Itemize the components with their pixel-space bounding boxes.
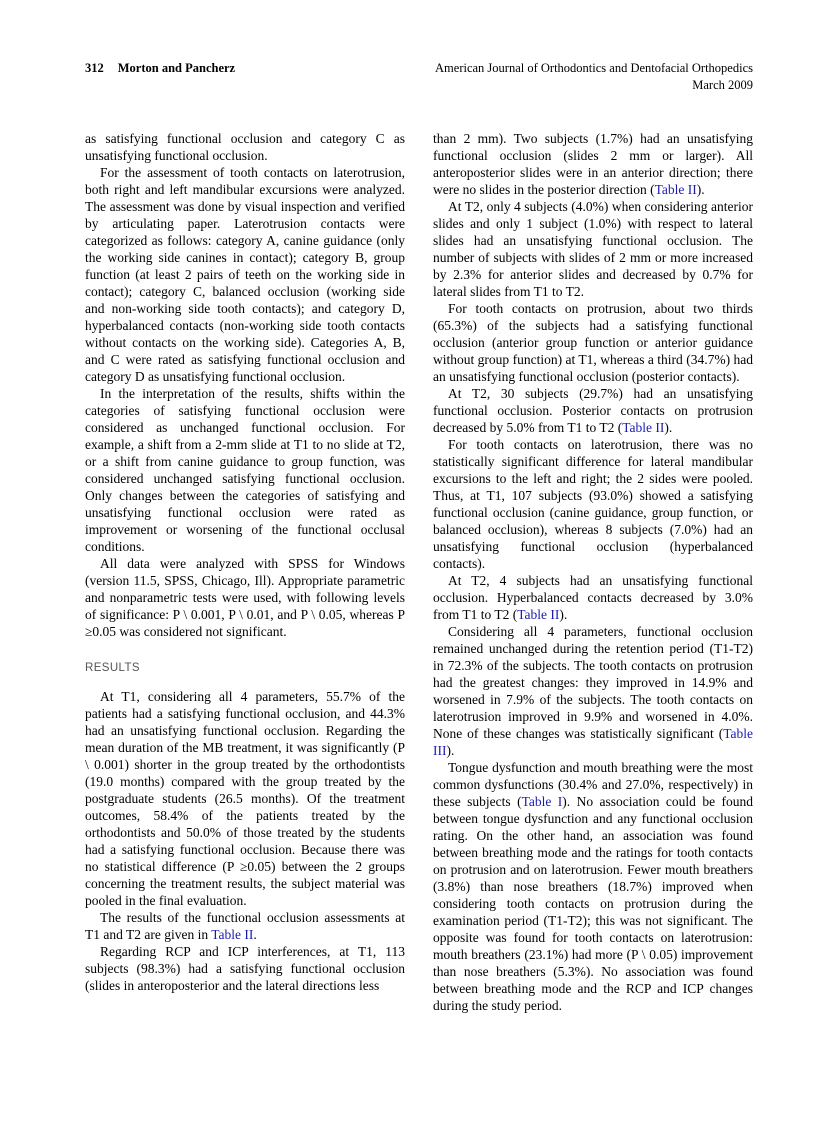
table-ii-link[interactable]: Table II bbox=[517, 606, 560, 622]
text-segment: . bbox=[253, 926, 257, 942]
text-segment: For tooth contacts on laterotrusion, there was no statistically significant difference for lateral mandibular excursions to the left and right; the 2 sides were pooled. Thus, at T1, 107 subjects (93.0%) showed a satisfying functional occlusion (canine guidance, group function, or balanced occlusion), whereas 8 subjects (7.0%) had an unsatisfying functional occlusion (hyperbalanced contacts). bbox=[433, 436, 753, 571]
left-column bbox=[85, 130, 405, 1014]
text-segment: For tooth contacts on protrusion, about two thirds (65.3%) of the subjects had a satisfying functional occlusion (anterior group function or anterior guidance without group function) at T1, whereas a third (34.7%) had an unsatisfying functional occlusion (posterior contacts). bbox=[433, 300, 753, 384]
journal-name: American Journal of Orthodontics and Dentofacial Orthopedics bbox=[435, 61, 753, 75]
paragraph bbox=[85, 909, 405, 943]
text-segment: ). bbox=[446, 742, 455, 758]
text-segment: For the assessment of tooth contacts on laterotrusion, both right and left mandibular excursions were analyzed. The assessment was done by visual inspection and verified by articulating paper. Laterotrusion contacts were categorized as follows: category A, canine guidance (only the working side canines in contact); category B, group function (at least 2 pairs of teeth on the working side in contact); category C, balanced occlusion (working side and non-working side tooth contacts); and category D, hyperbalanced contacts (non-working side tooth contacts without contacts on the working side). Categories A, B, and C were rated as satisfying functional occlusion and category D as unsatisfying functional occlusion. bbox=[85, 164, 405, 384]
issue-date: March 2009 bbox=[692, 77, 753, 92]
text-segment: Considering all 4 parameters, functional occlusion remained unchanged during the retention period (T1-T2) in 72.3% of the subjects. The tooth contacts on protrusion had the greatest changes: they improved in 14.9% and worsened in 7.9% of the subjects. The tooth contacts on laterotrusion improved in 9.9% and worsened in 4.0%. None of these changes was statistically significant ( bbox=[433, 623, 753, 741]
text-segment: The results of the functional occlusion assessments at T1 and T2 are given in bbox=[85, 909, 405, 942]
paragraph bbox=[85, 943, 405, 994]
paragraph bbox=[433, 300, 753, 385]
table-ii-link[interactable]: Table II bbox=[211, 926, 254, 942]
paragraph bbox=[433, 623, 753, 759]
text-segment: At T2, 4 subjects had an unsatisfying functional occlusion. Hyperbalanced contacts decreased by 3.0% from T1 to T2 ( bbox=[433, 572, 753, 622]
table-i-link[interactable]: Table I bbox=[521, 793, 563, 809]
paragraph bbox=[433, 198, 753, 300]
text-segment: as satisfying functional occlusion and category C as unsatisfying functional occlusion. bbox=[85, 130, 405, 163]
article-body bbox=[85, 130, 753, 1014]
text-segment: All data were analyzed with SPSS for Windows (version 11.5, SPSS, Chicago, Ill). Appropriate parametric and nonparametric tests were used, with following levels of significance: P \ 0.001, P \ 0.01, and P \ 0.05, whereas P ≥0.05 was considered not significant. bbox=[85, 555, 405, 639]
paragraph bbox=[433, 572, 753, 623]
table-ii-link[interactable]: Table II bbox=[622, 419, 665, 435]
right-column bbox=[433, 130, 753, 1014]
text-segment: than 2 mm). Two subjects (1.7%) had an unsatisfying functional occlusion (slides 2 mm or larger). All anteroposterior slides were in an anterior direction; there were no slides in the posterior direction ( bbox=[433, 130, 753, 197]
paragraph bbox=[433, 385, 753, 436]
paragraph bbox=[433, 759, 753, 1014]
text-segment: ). bbox=[664, 419, 673, 435]
running-head-left bbox=[85, 60, 235, 77]
text-segment: Regarding RCP and ICP interferences, at T1, 113 subjects (98.3%) had a satisfying functional occlusion (slides in anteroposterior and the lateral directions less bbox=[85, 943, 405, 993]
page-number: 312 bbox=[85, 61, 104, 75]
paragraph bbox=[85, 688, 405, 909]
text-segment: ). bbox=[696, 181, 705, 197]
paragraph bbox=[85, 385, 405, 555]
paragraph bbox=[433, 130, 753, 198]
section-heading: RESULTS bbox=[85, 661, 140, 674]
paragraph bbox=[85, 555, 405, 640]
text-segment: At T2, 30 subjects (29.7%) had an unsatisfying functional occlusion. Posterior contacts on protrusion decreased by 5.0% from T1 to T2 ( bbox=[433, 385, 753, 435]
text-segment: ). bbox=[559, 606, 568, 622]
table-iii-link[interactable]: Table III bbox=[433, 725, 753, 758]
paragraph bbox=[433, 436, 753, 572]
text-segment: ). No association could be found between tongue dysfunction and any functional occlusion rating. On the other hand, an association was found between breathing mode and the ratings for tooth contacts on protrusion and on laterotrusion. Fewer mouth breathers (3.8%) than nose breathers (18.7%) improved when considering tooth contacts on protrusion during the examination period (T1-T2); this was not significant. The opposite was found for tooth contacts on laterotrusion: mouth breathers (23.1%) had more (P \ 0.05) improvement than nose breathers (5.3%). No association was found between breathing mode and the RCP and ICP changes during the study period. bbox=[433, 793, 753, 1013]
table-ii-link[interactable]: Table II bbox=[654, 181, 697, 197]
paragraph bbox=[85, 164, 405, 385]
text-segment: In the interpretation of the results, shifts within the categories of satisfying functional occlusion were considered as unchanged functional occlusion. For example, a shift from a 2-mm slide at T1 to no slide at T2, or a shift from canine guidance to group function, was considered unchanged satisfying functional occlusion. Only changes between the categories of satisfying and unsatisfying functional occlusion were rated as improvement or worsening of the functional occlusal conditions. bbox=[85, 385, 405, 554]
running-head-right bbox=[435, 60, 753, 94]
text-segment: At T1, considering all 4 parameters, 55.7% of the patients had a satisfying functional occlusion, and 44.3% had an unsatisfying functional occlusion. Regarding the mean duration of the MB treatment, it was significantly (P \ 0.001) shorter in the group treated by the orthodontists (19.0 months) compared with the group treated by the postgraduate students (26.5 months). Of the treatment outcomes, 58.4% of the patients treated by the orthodontists and 50.0% of those treated by the students had a satisfying functional occlusion. Because there was no statistical difference (P ≥0.05) between the 2 groups concerning the treatment results, the subject material was pooled in the final evaluation. bbox=[85, 688, 405, 908]
running-title: Morton and Pancherz bbox=[117, 61, 236, 75]
text-segment: At T2, only 4 subjects (4.0%) when considering anterior slides and only 1 subject (1.0%) with respect to lateral slides had an unsatisfying functional occlusion. The number of subjects with slides of 2 mm or more increased by 2.3% for anterior slides and decreased by 0.7% for lateral slides from T1 to T2. bbox=[433, 198, 753, 299]
paragraph bbox=[85, 130, 405, 164]
text-segment: Tongue dysfunction and mouth breathing were the most common dysfunctions (30.4% and 27.0%, respectively) in these subjects ( bbox=[433, 759, 753, 809]
page-header bbox=[85, 60, 753, 94]
